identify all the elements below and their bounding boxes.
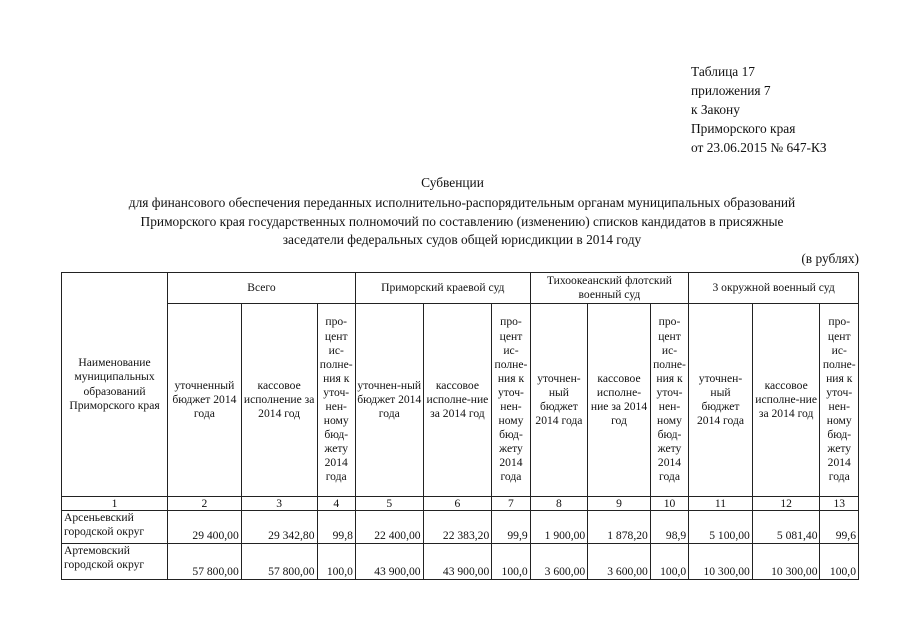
municipality-column-header: Наименование муниципальных образований Приморского края <box>62 273 168 497</box>
regional-budget-cell: 43 900,00 <box>355 544 423 580</box>
column-index: 10 <box>650 497 688 511</box>
district-budget-cell: 5 100,00 <box>689 511 753 544</box>
total-pct-header: про-цент ис-полне-ния к уточ-нен-ному бюд-жету 2014 года <box>317 304 355 497</box>
document-reference <box>691 62 827 157</box>
district-exec-header: кассовое исполне-ние за 2014 год <box>752 304 820 497</box>
reference-date: от 23.06.2015 № 647-КЗ <box>691 140 827 155</box>
group-header-district-court: 3 окружной военный суд <box>689 273 859 304</box>
regional-exec-cell: 22 383,20 <box>423 511 492 544</box>
column-index: 6 <box>423 497 492 511</box>
document-subtitle <box>62 194 862 250</box>
district-pct-cell: 99,6 <box>820 511 859 544</box>
district-budget-header: уточнен-ный бюджет 2014 года <box>689 304 753 497</box>
reference-region: Приморского края <box>691 121 796 136</box>
column-index: 9 <box>588 497 651 511</box>
group-header-regional-court: Приморский краевой суд <box>355 273 530 304</box>
column-index: 11 <box>689 497 753 511</box>
regional-budget-header: уточнен-ный бюджет 2014 года <box>355 304 423 497</box>
subtitle-line-3: заседатели федеральных судов общей юрисдикции в 2014 году <box>282 232 642 247</box>
table-row <box>62 544 859 580</box>
total-budget-cell: 57 800,00 <box>168 544 242 580</box>
fleet-pct-cell: 98,9 <box>650 511 688 544</box>
total-exec-cell: 57 800,00 <box>241 544 317 580</box>
subtitle-line-2: Приморского края государственных полномочий по составлению (изменению) списков кандидатов в присяжные <box>140 213 784 229</box>
regional-pct-cell: 100,0 <box>492 544 530 580</box>
column-index: 4 <box>317 497 355 511</box>
column-index: 7 <box>492 497 530 511</box>
reference-table-number: Таблица 17 <box>691 64 755 79</box>
group-header-total: Всего <box>168 273 356 304</box>
fleet-budget-header: уточнен-ный бюджет 2014 года <box>530 304 588 497</box>
regional-pct-header: про-цент ис-полне-ния к уточ-нен-ному бюд-жету 2014 года <box>492 304 530 497</box>
group-header-fleet-court: Тихоокеанский флотский военный суд <box>530 273 689 304</box>
column-index: 3 <box>241 497 317 511</box>
district-budget-cell: 10 300,00 <box>689 544 753 580</box>
subventions-table <box>61 272 859 580</box>
regional-budget-cell: 22 400,00 <box>355 511 423 544</box>
municipality-name: Артемовский городской округ <box>62 544 168 580</box>
total-exec-cell: 29 342,80 <box>241 511 317 544</box>
fleet-pct-cell: 100,0 <box>650 544 688 580</box>
subtitle-line-1: для финансового обеспечения переданных исполнительно-распорядительным органам муниципальных образований <box>128 195 796 210</box>
table-sub-header-row <box>62 304 859 497</box>
regional-exec-cell: 43 900,00 <box>423 544 492 580</box>
table-group-header-row <box>62 273 859 304</box>
total-budget-header: уточненный бюджет 2014 года <box>168 304 242 497</box>
district-pct-header: про-цент ис-полне-ния к уточ-нен-ному бюд-жету 2014 года <box>820 304 859 497</box>
municipality-name: Арсеньевский городской округ <box>62 511 168 544</box>
column-index: 2 <box>168 497 242 511</box>
fleet-exec-cell: 3 600,00 <box>588 544 651 580</box>
district-exec-cell: 10 300,00 <box>752 544 820 580</box>
fleet-exec-header: кассовое исполне-ние за 2014 год <box>588 304 651 497</box>
column-index: 13 <box>820 497 859 511</box>
district-pct-cell: 100,0 <box>820 544 859 580</box>
units-label: (в рублях) <box>801 251 859 266</box>
reference-law: к Закону <box>691 102 740 117</box>
regional-pct-cell: 99,9 <box>492 511 530 544</box>
total-budget-cell: 29 400,00 <box>168 511 242 544</box>
fleet-budget-cell: 1 900,00 <box>530 511 588 544</box>
column-index: 8 <box>530 497 588 511</box>
column-index: 12 <box>752 497 820 511</box>
fleet-budget-cell: 3 600,00 <box>530 544 588 580</box>
table-row <box>62 511 859 544</box>
total-pct-cell: 100,0 <box>317 544 355 580</box>
total-exec-header: кассовое исполнение за 2014 год <box>241 304 317 497</box>
total-pct-cell: 99,8 <box>317 511 355 544</box>
fleet-pct-header: про-цент ис-полне-ния к уточ-нен-ному бюд-жету 2014 года <box>650 304 688 497</box>
reference-appendix: приложения 7 <box>691 83 771 98</box>
column-index: 5 <box>355 497 423 511</box>
column-index-row <box>62 497 859 511</box>
column-index: 1 <box>62 497 168 511</box>
document-title: Субвенции <box>421 175 484 190</box>
district-exec-cell: 5 081,40 <box>752 511 820 544</box>
fleet-exec-cell: 1 878,20 <box>588 511 651 544</box>
regional-exec-header: кассовое исполне-ние за 2014 год <box>423 304 492 497</box>
